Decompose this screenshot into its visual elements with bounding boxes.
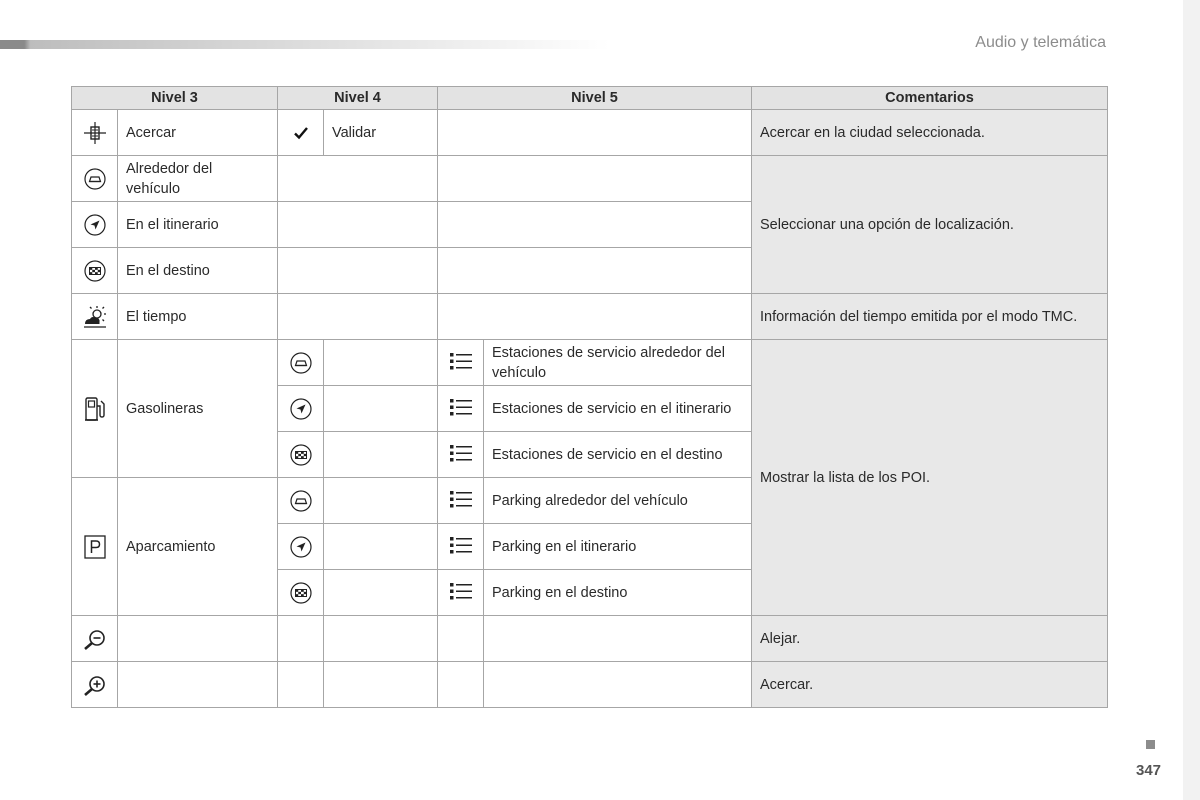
header-comentarios: Comentarios (752, 87, 1108, 110)
comment-cell: Acercar. (752, 662, 1108, 708)
route-arrow-icon (289, 535, 313, 559)
table-header-row (72, 87, 1108, 110)
list-icon (449, 536, 473, 558)
list-icon (449, 398, 473, 420)
header-nivel-5: Nivel 5 (438, 87, 752, 110)
nivel5-label[interactable]: Parking alrededor del vehículo (484, 478, 752, 524)
page-number: 347 (1136, 762, 1162, 779)
list-icon (449, 490, 473, 512)
destination-flag-icon (289, 581, 313, 605)
list-icon (449, 582, 473, 604)
list-icon (449, 444, 473, 466)
nivel4-label[interactable]: Validar (324, 110, 438, 156)
table-row (72, 156, 1108, 202)
vehicle-circle-icon (83, 167, 107, 191)
checkmark-icon (293, 125, 309, 141)
route-arrow-icon (289, 397, 313, 421)
right-margin-strip (1183, 0, 1200, 800)
comment-cell: Acercar en la ciudad seleccionada. (752, 110, 1108, 156)
nivel3-label[interactable]: En el destino (118, 248, 278, 294)
route-arrow-icon (83, 213, 107, 237)
table-row (72, 110, 1108, 156)
header-gradient-bar (0, 40, 610, 49)
parking-icon (84, 535, 106, 559)
nivel3-label[interactable]: En el itinerario (118, 202, 278, 248)
comment-cell: Mostrar la lista de los POI. (752, 340, 1108, 616)
comment-cell: Información del tiempo emitida por el modo TMC. (752, 294, 1108, 340)
table-row (72, 340, 1108, 386)
destination-flag-icon (83, 259, 107, 283)
header-nivel-3: Nivel 3 (72, 87, 278, 110)
page-marker-square (1146, 740, 1155, 749)
table-row (72, 662, 1108, 708)
nivel3-label[interactable]: Gasolineras (118, 340, 278, 478)
nivel5-label[interactable]: Estaciones de servicio alrededor del vehículo (484, 340, 752, 386)
vehicle-circle-icon (289, 489, 313, 513)
comment-cell: Seleccionar una opción de localización. (752, 156, 1108, 294)
table-row (72, 294, 1108, 340)
fuel-pump-icon (83, 395, 107, 423)
destination-flag-icon (289, 443, 313, 467)
nivel3-label[interactable]: Aparcamiento (118, 478, 278, 616)
comment-cell: Alejar. (752, 616, 1108, 662)
table-row (72, 616, 1108, 662)
nivel3-label[interactable]: Acercar (118, 110, 278, 156)
vehicle-circle-icon (289, 351, 313, 375)
zoom-target-icon (82, 120, 108, 146)
nivel5-label[interactable]: Estaciones de servicio en el destino (484, 432, 752, 478)
zoom-out-icon (82, 628, 108, 650)
nivel5-label[interactable]: Parking en el destino (484, 570, 752, 616)
nivel3-label[interactable]: El tiempo (118, 294, 278, 340)
section-title: Audio y telemática (975, 34, 1106, 51)
nivel5-label[interactable]: Parking en el itinerario (484, 524, 752, 570)
nivel3-label[interactable]: Alrededor del vehículo (118, 156, 278, 202)
zoom-in-icon (82, 674, 108, 696)
nivel5-label[interactable]: Estaciones de servicio en el itinerario (484, 386, 752, 432)
header-nivel-4: Nivel 4 (278, 87, 438, 110)
list-icon (449, 352, 473, 374)
navigation-menu-table (71, 86, 1108, 708)
weather-icon (82, 305, 108, 329)
